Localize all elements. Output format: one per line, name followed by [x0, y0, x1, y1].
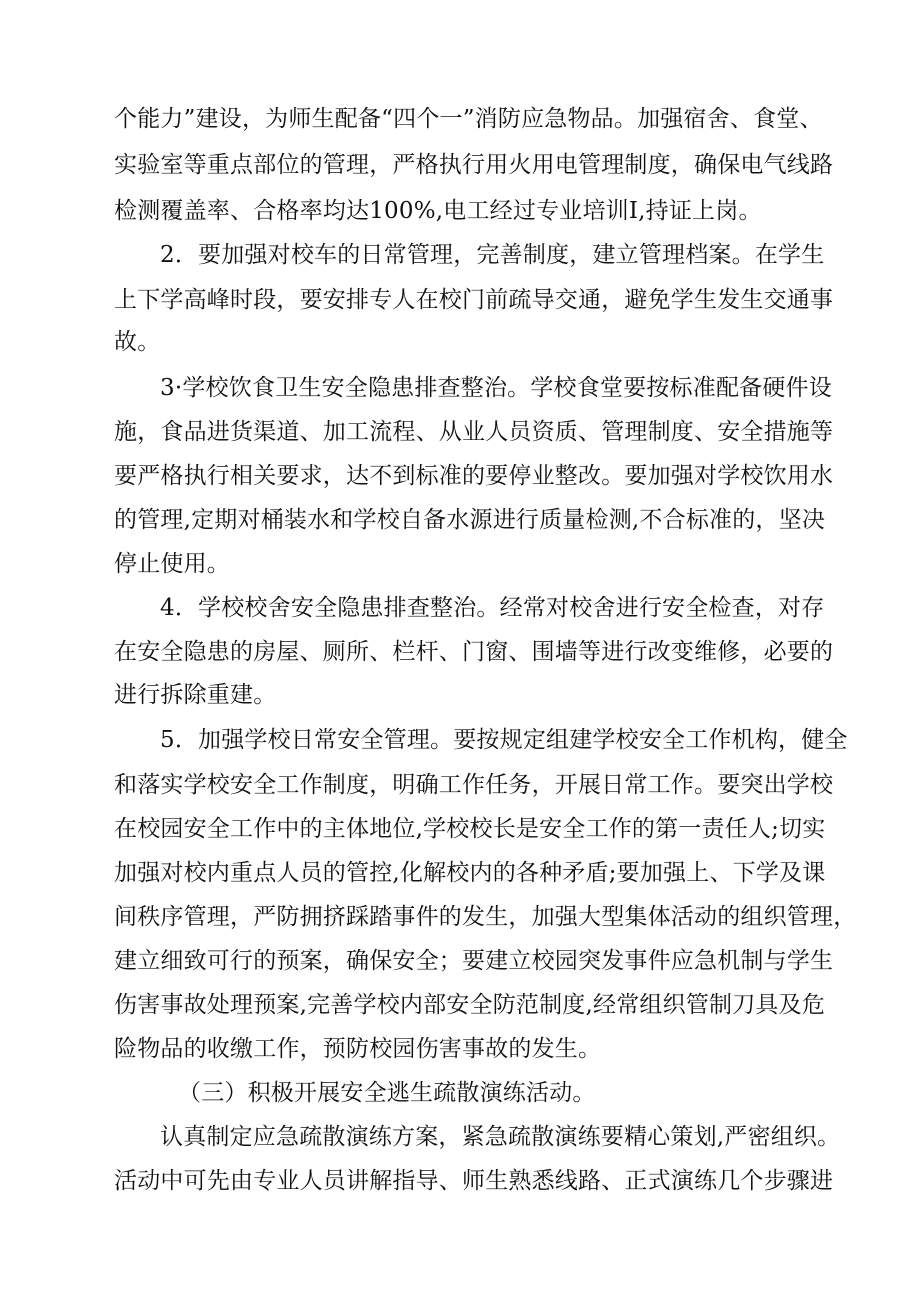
text-line: 间秩序管理，严防拥挤踩踏事件的发生，加强大型集体活动的组织管理， [114, 904, 857, 930]
text-line: 停止使用。 [114, 551, 230, 577]
text-line: 施，食品进货渠道、加工流程、从业人员资质、管理制度、安全措施等 [114, 419, 834, 445]
paragraph-first-line: 3·学校饮食卫生安全隐患排查整治。学校食堂要按标准配备硬件设 [160, 375, 832, 401]
text-line: 在安全隐患的房屋、厕所、栏杆、门窗、围墙等进行改变维修，必要的 [114, 639, 834, 665]
text-line: 加强对校内重点人员的管控,化解校内的各种矛盾;要加强上、下学及课 [114, 860, 826, 886]
paragraph-first-line: 5．加强学校日常安全管理。要按规定组建学校安全工作机构，健全 [160, 727, 848, 753]
text-line: 活动中可先由专业人员讲解指导、师生熟悉线路、正式演练几个步骤进 [114, 1168, 834, 1194]
paragraph-first-line: 认真制定应急疏散演练方案，紧急疏散演练要精心策划,严密组织。 [160, 1124, 841, 1150]
text-line: 的管理,定期对桶装水和学校自备水源进行质量检测,不合标准的，坚决 [114, 507, 826, 533]
text-line: 建立细致可行的预案，确保安全；要建立校园突发事件应急机制与学生 [114, 948, 834, 974]
text-line: 个能力”建设，为师生配备“四个一”消防应急物品。加强宿舍、食堂、 [114, 106, 823, 132]
paragraph-first-line: 4．学校校舍安全隐患排查整治。经常对校舍进行安全检查，对存 [160, 595, 825, 621]
text-line: 险物品的收缴工作，预防校园伤害事故的发生。 [114, 1036, 602, 1062]
paragraph-first-line: 2．要加强对校车的日常管理，完善制度，建立管理档案。在学生 [160, 242, 825, 268]
text-line: 和落实学校安全工作制度，明确工作任务，开展日常工作。要突出学校 [114, 772, 834, 798]
text-line: 要严格执行相关要求，达不到标准的要停业整改。要加强对学校饮用水 [114, 463, 834, 489]
text-line: 上下学高峰时段，要安排专人在校门前疏导交通，避免学生发生交通事 [114, 287, 834, 313]
text-line: 检测覆盖率、合格率均达100%,电工经过专业培训I,持证上岗。 [114, 198, 762, 224]
text-line: 实验室等重点部位的管理，严格执行用火用电管理制度，确保电气线路 [114, 152, 834, 178]
text-line: 进行拆除重建。 [114, 682, 277, 708]
text-line: 故。 [114, 329, 161, 355]
text-line: 伤害事故处理预案,完善学校内部安全防范制度,经常组织管制刀具及危 [114, 992, 826, 1018]
section-heading: （三）积极开展安全逃生疏散演练活动。 [178, 1080, 596, 1106]
text-line: 在校园安全工作中的主体地位,学校校长是安全工作的第一责任人;切实 [114, 816, 826, 842]
